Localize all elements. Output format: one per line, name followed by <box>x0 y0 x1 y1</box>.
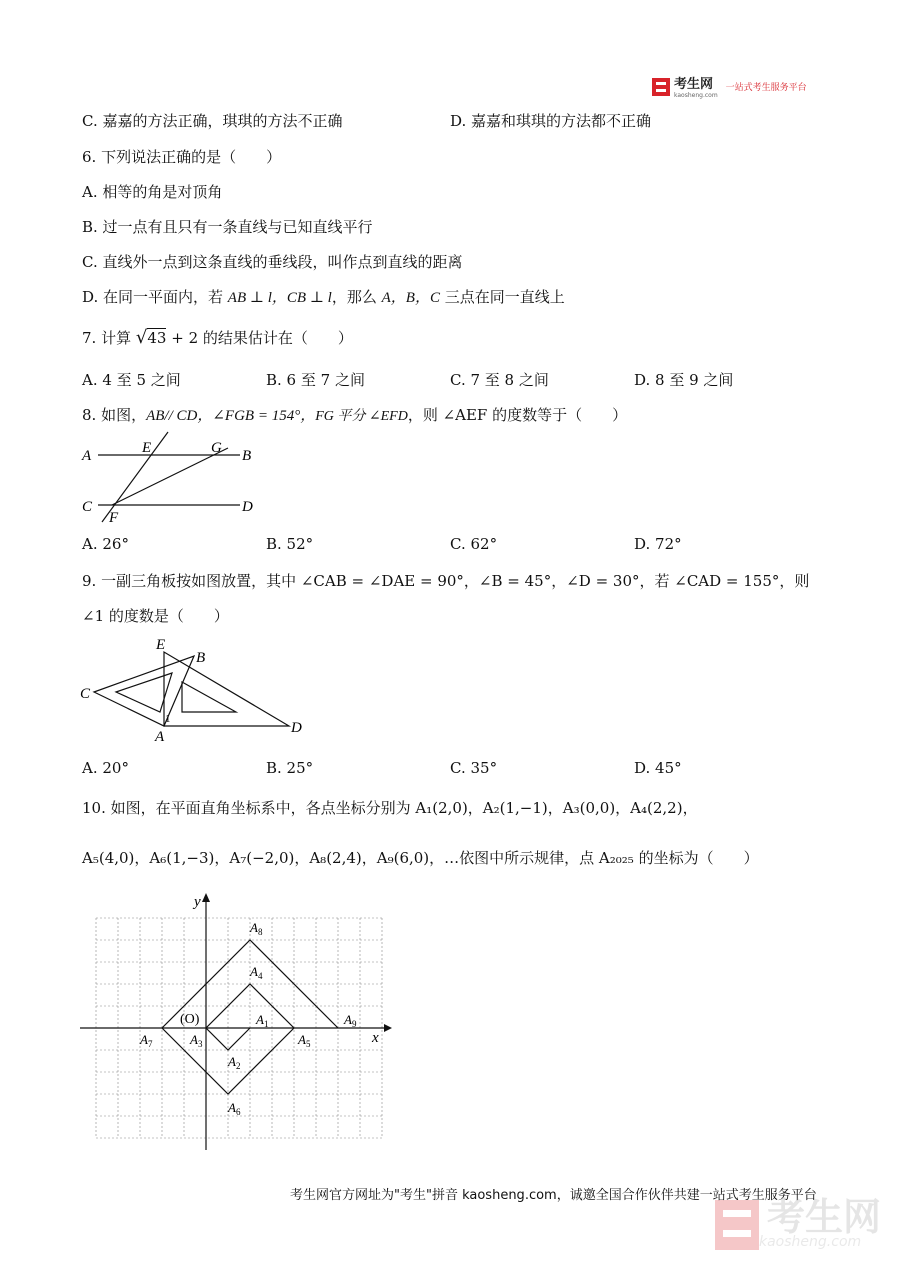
q6-option-a: A. 相等的角是对顶角 <box>82 183 223 201</box>
line-fg <box>112 448 228 505</box>
x-axis-label: x <box>372 1030 379 1046</box>
q7-option-a: A. 4 至 5 之间 <box>82 371 181 389</box>
point-label-a8: $A_8$ <box>250 920 263 937</box>
q7-stem-prefix: 7. 计算 <box>82 329 132 347</box>
q10-coordinate-figure <box>80 890 400 1154</box>
q8-cond3: FG 平分 ∠EFD <box>315 409 408 424</box>
point-label-a2: $A_2$ <box>228 1054 241 1071</box>
q7-option-b: B. 6 至 7 之间 <box>266 371 365 389</box>
label-d: D <box>291 720 302 736</box>
point-label-a5: $A_5$ <box>298 1032 311 1049</box>
label-f: F <box>109 510 119 526</box>
q9-figure <box>70 632 310 744</box>
q6-option-b: B. 过一点有且只有一条直线与已知直线平行 <box>82 218 373 236</box>
q6-d-mid: ，那么 <box>331 288 382 306</box>
q9-stem: 9. 一副三角板按如图放置，其中 ∠CAB = ∠DAE = 90°，∠B = 45°，∠D = 30°，若 ∠CAD = 155°，则 <box>82 572 810 590</box>
point-label-a1: $A_1$ <box>256 1012 269 1029</box>
q8-figure <box>70 428 270 528</box>
label-angle-1: 1 <box>165 713 171 725</box>
footer-text: 考生网官方网址为"考生"拼音 kaosheng.com，诚邀全国合作伙伴共建一站式考生服务平台 <box>290 1188 817 1203</box>
header-logo <box>652 74 807 99</box>
q8-option-a: A. 26° <box>82 535 129 553</box>
triangle-dae-outer <box>164 652 289 726</box>
origin-label: (O) <box>180 1012 200 1027</box>
watermark <box>715 1195 882 1250</box>
brand-name: 考生网 <box>674 77 714 92</box>
q6-option-c: C. 直线外一点到这条直线的垂线段，叫作点到直线的距离 <box>82 253 463 271</box>
q8-stem-suffix: ，则 ∠AEF 的度数等于（ ） <box>407 406 628 424</box>
q8-cond1: AB// CD <box>146 408 198 424</box>
y-axis-arrow <box>202 893 210 902</box>
q7-stem <box>82 327 353 348</box>
point-label-a4: $A_4$ <box>250 964 263 981</box>
q9-stem-line2: ∠1 的度数是（ ） <box>82 607 229 625</box>
triangle-cab-outer <box>94 656 194 726</box>
line-ef <box>102 432 168 522</box>
label-g: G <box>211 440 222 456</box>
watermark-text: 考生网 <box>767 1195 882 1239</box>
point-label-a3: $A_3$ <box>190 1032 203 1049</box>
q5-option-d: D. 嘉嘉和琪琪的方法都不正确 <box>450 112 652 130</box>
watermark-logo-icon <box>715 1200 759 1250</box>
q6-option-d <box>82 286 565 307</box>
q6-d-points: A，B，C <box>381 290 440 306</box>
q7-stem-suffix: 的结果估计在（ ） <box>202 329 353 347</box>
watermark-sub: kaosheng.com <box>759 1234 862 1250</box>
label-a: A <box>82 448 92 464</box>
label-e: E <box>156 637 166 653</box>
label-c: C <box>82 499 93 515</box>
label-b: B <box>196 650 206 666</box>
label-d: D <box>242 499 253 515</box>
q9-option-d: D. 45° <box>634 759 682 777</box>
q6-d-prefix: D. 在同一平面内，若 <box>82 288 228 306</box>
q7-option-c: C. 7 至 8 之间 <box>450 371 549 389</box>
q10-line1: 10. 如图，在平面直角坐标系中，各点坐标分别为 A₁(2,0)，A₂(1,−1)，A₃(0,0)，A₄(2,2)， <box>82 799 698 817</box>
q8-stem-prefix: 8. 如图， <box>82 406 147 424</box>
q7-option-d: D. 8 至 9 之间 <box>634 371 734 389</box>
q9-option-a: A. 20° <box>82 759 129 777</box>
label-b: B <box>242 448 252 464</box>
watermark-text-block <box>759 1195 882 1250</box>
q6-stem: 6. 下列说法正确的是（ ） <box>82 148 282 166</box>
brand-slogan: 一站式考生服务平台 <box>725 83 807 93</box>
q8-cond2: ，∠FGB = 154°， <box>197 408 316 424</box>
sqrt-symbol: √ <box>135 327 148 348</box>
y-axis-label: y <box>194 894 201 910</box>
q8-option-c: C. 62° <box>450 535 498 553</box>
brand-logo-icon <box>652 78 670 96</box>
q6-d-math: AB ⊥ l，CB ⊥ l <box>227 290 332 306</box>
q6-d-suffix: 三点在同一直线上 <box>439 288 565 306</box>
q8-option-b: B. 52° <box>266 535 314 553</box>
q7-radicand: 43 <box>147 329 167 347</box>
q8-option-d: D. 72° <box>634 535 682 553</box>
q9-option-b: B. 25° <box>266 759 314 777</box>
point-label-a6: $A_6$ <box>228 1100 241 1117</box>
q10-line2: A₅(4,0)，A₆(1,−3)，A₇(−2,0)，A₈(2,4)，A₉(6,0)，…依图中所示规律，点 A₂₀₂₅ 的坐标为（ ） <box>82 849 759 867</box>
q7-plus: + 2 <box>171 329 199 347</box>
q5-option-c: C. 嘉嘉的方法正确，琪琪的方法不正确 <box>82 112 343 130</box>
point-label-a7: $A_7$ <box>140 1032 153 1049</box>
label-e: E <box>142 440 152 456</box>
brand-block <box>674 74 718 99</box>
x-axis-arrow <box>384 1024 392 1032</box>
label-a: A <box>155 729 165 744</box>
point-label-a9: $A_9$ <box>344 1012 357 1029</box>
q8-stem <box>82 404 627 425</box>
brand-sub: kaosheng.com <box>674 92 718 99</box>
q9-option-c: C. 35° <box>450 759 498 777</box>
label-c: C <box>80 686 91 702</box>
triangle-dae-inner <box>182 682 236 712</box>
